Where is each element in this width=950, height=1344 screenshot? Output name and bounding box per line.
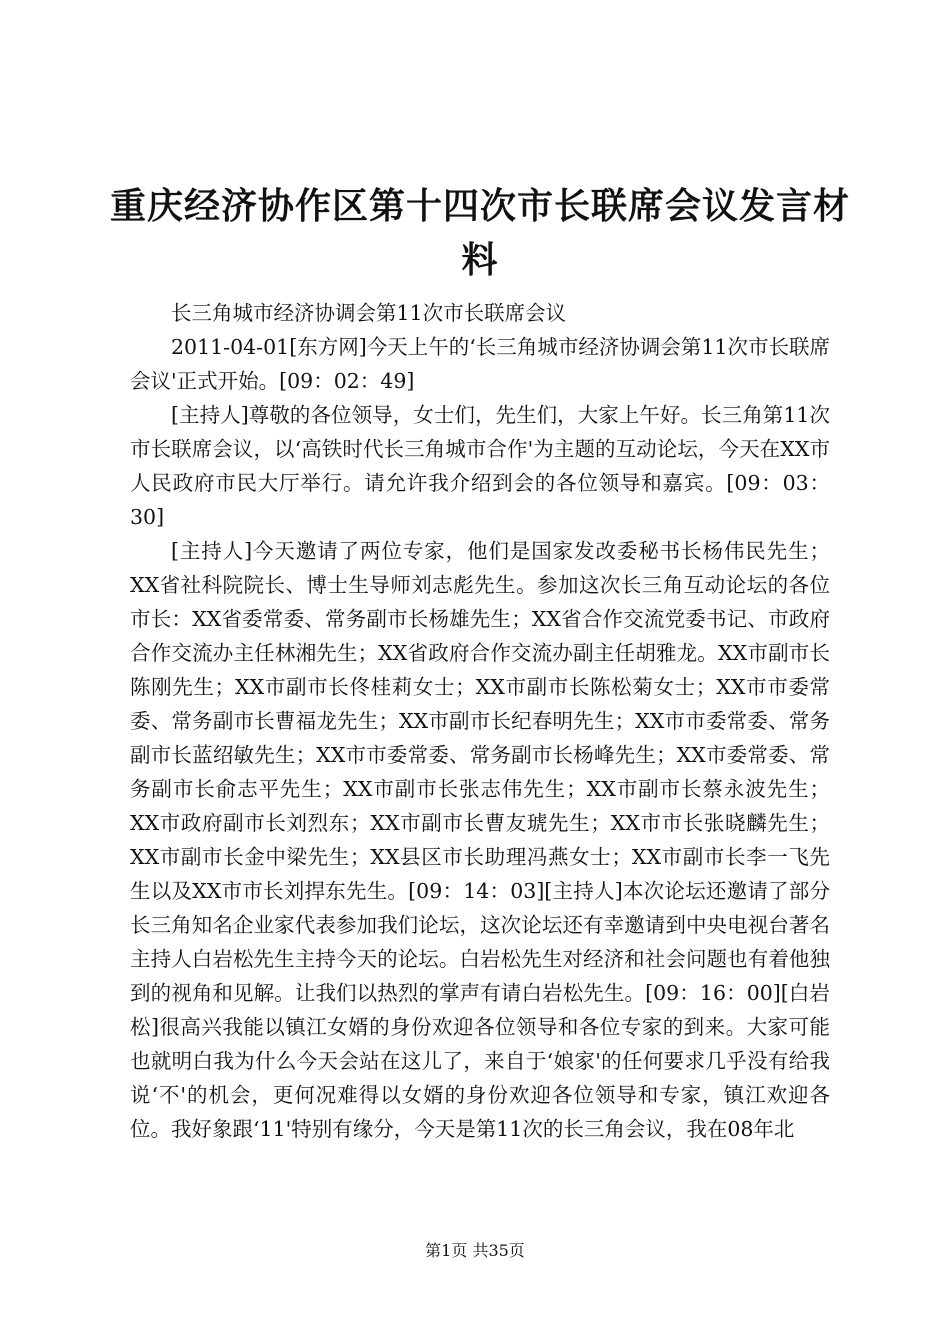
- paragraph-subtitle: 长三角城市经济协调会第11次市长联席会议: [171, 301, 567, 325]
- paragraph-intro: 2011-04-01[东方网]今天上午的‘长三角城市经济协调会第11次市长联席会议'正式开始。[09：02：49]: [130, 335, 830, 393]
- document-title: 重庆经济协作区第十四次市长联席会议发言材料: [110, 186, 851, 281]
- document-body: [130, 296, 830, 1146]
- page-number-footer: 第1页 共35页: [425, 1241, 525, 1260]
- paragraph-guest-introduction: [主持人]今天邀请了两位专家，他们是国家发改委秘书长杨伟民先生；XX省社科院院长、博士生导师刘志彪先生。参加这次长三角互动论坛的各位市长：XX省委常委、常务副市长杨雄先生；XX省合作交流党委书记、市政府合作交流办主任林湘先生；XX省政府合作交流办副主任胡雅龙。XX市副市长陈刚先生；XX市副市长佟桂莉女士；XX市副市长陈松菊女士；XX市市委常委、常务副市长曹福龙先生；XX市副市长纪春明先生；XX市市委常委、常务副市长蓝绍敏先生；XX市市委常委、常务副市长杨峰先生；XX市委常委、常务副市长俞志平先生；XX市副市长张志伟先生；XX市副市长蔡永波先生；XX市政府副市长刘烈东；XX市副市长曹友琥先生；XX市市长张晓麟先生；XX市副市长金中梁先生；XX县区市长助理冯燕女士；XX市副市长李一飞先生以及XX市市长刘捍东先生。[09：14：03][主持人]本次论坛还邀请了部分长三角知名企业家代表参加我们论坛，这次论坛还有幸邀请到中央电视台著名主持人白岩松先生主持今天的论坛。白岩松先生对经济和社会问题也有着他独到的视角和见解。让我们以热烈的掌声有请白岩松先生。[09：16：00][白岩松]很高兴我能以镇江女婿的身份欢迎各位领导和各位专家的到来。大家可能也就明白我为什么今天会站在这儿了，来自于‘娘家'的任何要求几乎没有给我说‘不'的机会，更何况难得以女婿的身份欢迎各位领导和专家，镇江欢迎各位。我好象跟‘11'特别有缘分，今天是第11次的长三角会议，我在08年北: [130, 539, 830, 1141]
- paragraph-host-greeting: [主持人]尊敬的各位领导，女士们，先生们，大家上午好。长三角第11次市长联席会议，以‘高铁时代长三角城市合作'为主题的互动论坛，今天在XX市人民政府市民大厅举行。请允许我介绍到会的各位领导和嘉宾。[09：03：30]: [130, 403, 830, 529]
